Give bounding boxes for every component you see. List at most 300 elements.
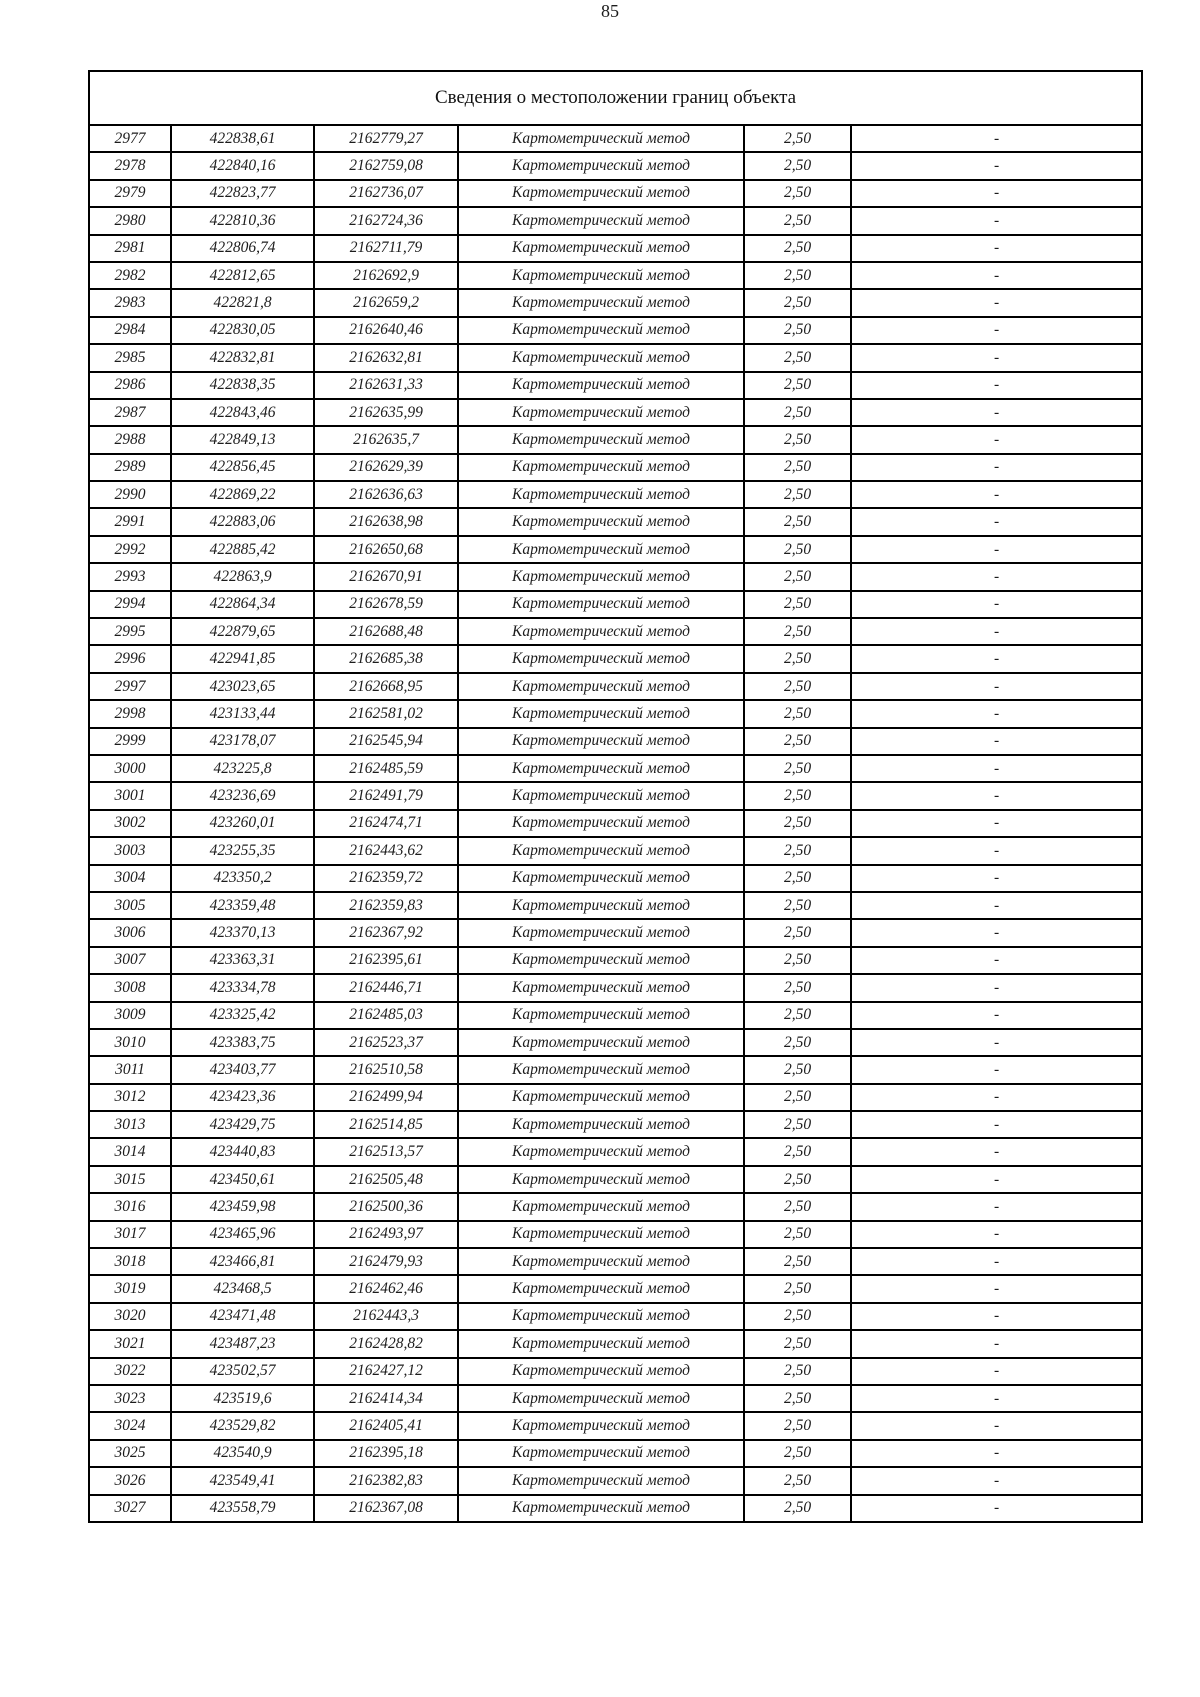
coord-x-cell: 422864,34 (171, 591, 314, 618)
point-number-cell: 3009 (89, 1002, 171, 1029)
note-cell: - (851, 892, 1142, 919)
point-number-cell: 3003 (89, 837, 171, 864)
method-cell: Картометрический метод (458, 454, 744, 481)
point-number-cell: 3013 (89, 1111, 171, 1138)
point-number-cell: 3023 (89, 1385, 171, 1412)
point-number-cell: 3016 (89, 1193, 171, 1220)
method-cell: Картометрический метод (458, 1275, 744, 1302)
coord-y-cell: 2162510,58 (314, 1056, 458, 1083)
note-cell: - (851, 1358, 1142, 1385)
point-number-cell: 2999 (89, 728, 171, 755)
method-cell: Картометрический метод (458, 426, 744, 453)
coord-y-cell: 2162635,7 (314, 426, 458, 453)
point-number-cell: 3002 (89, 810, 171, 837)
method-cell: Картометрический метод (458, 508, 744, 535)
method-cell: Картометрический метод (458, 1330, 744, 1357)
point-number-cell: 3020 (89, 1303, 171, 1330)
coord-x-cell: 423549,41 (171, 1467, 314, 1494)
coord-x-cell: 423529,82 (171, 1412, 314, 1439)
table-row (89, 1084, 1142, 1111)
method-cell: Картометрический метод (458, 1193, 744, 1220)
precision-cell: 2,50 (744, 700, 851, 727)
coord-x-cell: 422838,35 (171, 372, 314, 399)
method-cell: Картометрический метод (458, 974, 744, 1001)
coord-y-cell: 2162485,59 (314, 755, 458, 782)
note-cell: - (851, 810, 1142, 837)
point-number-cell: 3001 (89, 782, 171, 809)
coord-x-cell: 422832,81 (171, 344, 314, 371)
note-cell: - (851, 1495, 1142, 1522)
method-cell: Картометрический метод (458, 782, 744, 809)
point-number-cell: 2997 (89, 673, 171, 700)
method-cell: Картометрический метод (458, 837, 744, 864)
table-title-row (89, 71, 1142, 125)
coord-y-cell: 2162485,03 (314, 1002, 458, 1029)
table-row (89, 673, 1142, 700)
note-cell: - (851, 1248, 1142, 1275)
precision-cell: 2,50 (744, 508, 851, 535)
note-cell: - (851, 1275, 1142, 1302)
precision-cell: 2,50 (744, 481, 851, 508)
coord-x-cell: 423225,8 (171, 755, 314, 782)
point-number-cell: 3004 (89, 865, 171, 892)
table-row (89, 1193, 1142, 1220)
coord-y-cell: 2162638,98 (314, 508, 458, 535)
point-number-cell: 3021 (89, 1330, 171, 1357)
table-row (89, 1467, 1142, 1494)
table-row (89, 125, 1142, 152)
point-number-cell: 2986 (89, 372, 171, 399)
coord-y-cell: 2162505,48 (314, 1166, 458, 1193)
precision-cell: 2,50 (744, 974, 851, 1001)
precision-cell: 2,50 (744, 1495, 851, 1522)
note-cell: - (851, 317, 1142, 344)
note-cell: - (851, 1467, 1142, 1494)
precision-cell: 2,50 (744, 1330, 851, 1357)
method-cell: Картометрический метод (458, 892, 744, 919)
note-cell: - (851, 919, 1142, 946)
coord-y-cell: 2162629,39 (314, 454, 458, 481)
coord-y-cell: 2162443,62 (314, 837, 458, 864)
coord-y-cell: 2162446,71 (314, 974, 458, 1001)
note-cell: - (851, 180, 1142, 207)
precision-cell: 2,50 (744, 865, 851, 892)
table-row (89, 1358, 1142, 1385)
method-cell: Картометрический метод (458, 262, 744, 289)
coord-y-cell: 2162779,27 (314, 125, 458, 152)
note-cell: - (851, 755, 1142, 782)
point-number-cell: 2979 (89, 180, 171, 207)
coord-x-cell: 422863,9 (171, 563, 314, 590)
coord-y-cell: 2162736,07 (314, 180, 458, 207)
precision-cell: 2,50 (744, 1303, 851, 1330)
point-number-cell: 2996 (89, 645, 171, 672)
coord-y-cell: 2162659,2 (314, 289, 458, 316)
method-cell: Картометрический метод (458, 152, 744, 179)
method-cell: Картометрический метод (458, 1221, 744, 1248)
coord-x-cell: 423519,6 (171, 1385, 314, 1412)
method-cell: Картометрический метод (458, 1029, 744, 1056)
precision-cell: 2,50 (744, 755, 851, 782)
coord-x-cell: 423502,57 (171, 1358, 314, 1385)
precision-cell: 2,50 (744, 673, 851, 700)
note-cell: - (851, 344, 1142, 371)
method-cell: Картометрический метод (458, 372, 744, 399)
method-cell: Картометрический метод (458, 180, 744, 207)
coord-y-cell: 2162500,36 (314, 1193, 458, 1220)
coord-x-cell: 423558,79 (171, 1495, 314, 1522)
coord-x-cell: 423403,77 (171, 1056, 314, 1083)
table-row (89, 1166, 1142, 1193)
point-number-cell: 3027 (89, 1495, 171, 1522)
table-row (89, 1029, 1142, 1056)
table-row (89, 618, 1142, 645)
coord-y-cell: 2162395,61 (314, 947, 458, 974)
coord-x-cell: 422810,36 (171, 207, 314, 234)
coord-x-cell: 423487,23 (171, 1330, 314, 1357)
method-cell: Картометрический метод (458, 481, 744, 508)
note-cell: - (851, 700, 1142, 727)
precision-cell: 2,50 (744, 1275, 851, 1302)
coord-x-cell: 423466,81 (171, 1248, 314, 1275)
note-cell: - (851, 454, 1142, 481)
precision-cell: 2,50 (744, 618, 851, 645)
note-cell: - (851, 1056, 1142, 1083)
precision-cell: 2,50 (744, 454, 851, 481)
method-cell: Картометрический метод (458, 947, 744, 974)
table-row (89, 810, 1142, 837)
coord-y-cell: 2162545,94 (314, 728, 458, 755)
precision-cell: 2,50 (744, 1248, 851, 1275)
precision-cell: 2,50 (744, 1440, 851, 1467)
coord-x-cell: 423359,48 (171, 892, 314, 919)
table-row (89, 1330, 1142, 1357)
coord-x-cell: 423236,69 (171, 782, 314, 809)
note-cell: - (851, 591, 1142, 618)
point-number-cell: 2993 (89, 563, 171, 590)
method-cell: Картометрический метод (458, 563, 744, 590)
point-number-cell: 3008 (89, 974, 171, 1001)
coord-y-cell: 2162581,02 (314, 700, 458, 727)
coord-x-cell: 422941,85 (171, 645, 314, 672)
point-number-cell: 3014 (89, 1138, 171, 1165)
coord-x-cell: 423459,98 (171, 1193, 314, 1220)
precision-cell: 2,50 (744, 1084, 851, 1111)
point-number-cell: 2992 (89, 536, 171, 563)
coord-y-cell: 2162499,94 (314, 1084, 458, 1111)
coord-y-cell: 2162636,63 (314, 481, 458, 508)
coord-y-cell: 2162405,41 (314, 1412, 458, 1439)
coord-x-cell: 422879,65 (171, 618, 314, 645)
method-cell: Картометрический метод (458, 1138, 744, 1165)
coord-y-cell: 2162462,46 (314, 1275, 458, 1302)
table-row (89, 289, 1142, 316)
table-row (89, 1385, 1142, 1412)
coord-x-cell: 423023,65 (171, 673, 314, 700)
coord-x-cell: 422823,77 (171, 180, 314, 207)
table-row (89, 481, 1142, 508)
coord-y-cell: 2162688,48 (314, 618, 458, 645)
precision-cell: 2,50 (744, 837, 851, 864)
coord-y-cell: 2162678,59 (314, 591, 458, 618)
precision-cell: 2,50 (744, 235, 851, 262)
table-row (89, 591, 1142, 618)
precision-cell: 2,50 (744, 1412, 851, 1439)
coord-y-cell: 2162692,9 (314, 262, 458, 289)
point-number-cell: 2983 (89, 289, 171, 316)
coord-y-cell: 2162635,99 (314, 399, 458, 426)
point-number-cell: 2977 (89, 125, 171, 152)
note-cell: - (851, 782, 1142, 809)
point-number-cell: 3010 (89, 1029, 171, 1056)
table-row (89, 508, 1142, 535)
note-cell: - (851, 673, 1142, 700)
note-cell: - (851, 235, 1142, 262)
coord-x-cell: 422849,13 (171, 426, 314, 453)
method-cell: Картометрический метод (458, 399, 744, 426)
page-number: 85 (601, 1, 619, 21)
method-cell: Картометрический метод (458, 1303, 744, 1330)
method-cell: Картометрический метод (458, 1440, 744, 1467)
point-number-cell: 2995 (89, 618, 171, 645)
coord-y-cell: 2162640,46 (314, 317, 458, 344)
precision-cell: 2,50 (744, 728, 851, 755)
coord-x-cell: 422806,74 (171, 235, 314, 262)
coord-x-cell: 423440,83 (171, 1138, 314, 1165)
note-cell: - (851, 1029, 1142, 1056)
method-cell: Картометрический метод (458, 700, 744, 727)
table-row (89, 207, 1142, 234)
coord-x-cell: 422812,65 (171, 262, 314, 289)
precision-cell: 2,50 (744, 1385, 851, 1412)
point-number-cell: 2981 (89, 235, 171, 262)
table-row (89, 235, 1142, 262)
point-number-cell: 3012 (89, 1084, 171, 1111)
table-row (89, 728, 1142, 755)
table-row (89, 892, 1142, 919)
point-number-cell: 2988 (89, 426, 171, 453)
coord-y-cell: 2162685,38 (314, 645, 458, 672)
precision-cell: 2,50 (744, 1166, 851, 1193)
coord-x-cell: 423429,75 (171, 1111, 314, 1138)
coord-x-cell: 422883,06 (171, 508, 314, 535)
note-cell: - (851, 262, 1142, 289)
point-number-cell: 3017 (89, 1221, 171, 1248)
coord-x-cell: 423255,35 (171, 837, 314, 864)
coord-x-cell: 423471,48 (171, 1303, 314, 1330)
precision-cell: 2,50 (744, 892, 851, 919)
coord-y-cell: 2162711,79 (314, 235, 458, 262)
precision-cell: 2,50 (744, 317, 851, 344)
method-cell: Картометрический метод (458, 728, 744, 755)
coord-y-cell: 2162367,92 (314, 919, 458, 946)
table-row (89, 1495, 1142, 1522)
point-number-cell: 3022 (89, 1358, 171, 1385)
precision-cell: 2,50 (744, 645, 851, 672)
precision-cell: 2,50 (744, 1467, 851, 1494)
note-cell: - (851, 426, 1142, 453)
table-row (89, 317, 1142, 344)
coord-y-cell: 2162427,12 (314, 1358, 458, 1385)
note-cell: - (851, 1440, 1142, 1467)
coord-y-cell: 2162382,83 (314, 1467, 458, 1494)
point-number-cell: 2989 (89, 454, 171, 481)
coord-y-cell: 2162724,36 (314, 207, 458, 234)
note-cell: - (851, 125, 1142, 152)
point-number-cell: 2998 (89, 700, 171, 727)
note-cell: - (851, 1303, 1142, 1330)
note-cell: - (851, 1385, 1142, 1412)
precision-cell: 2,50 (744, 1221, 851, 1248)
method-cell: Картометрический метод (458, 235, 744, 262)
point-number-cell: 2978 (89, 152, 171, 179)
note-cell: - (851, 1138, 1142, 1165)
precision-cell: 2,50 (744, 591, 851, 618)
point-number-cell: 3000 (89, 755, 171, 782)
precision-cell: 2,50 (744, 1002, 851, 1029)
coord-y-cell: 2162359,83 (314, 892, 458, 919)
point-number-cell: 3011 (89, 1056, 171, 1083)
method-cell: Картометрический метод (458, 1002, 744, 1029)
method-cell: Картометрический метод (458, 1495, 744, 1522)
point-number-cell: 2990 (89, 481, 171, 508)
precision-cell: 2,50 (744, 207, 851, 234)
method-cell: Картометрический метод (458, 207, 744, 234)
coord-x-cell: 423465,96 (171, 1221, 314, 1248)
note-cell: - (851, 865, 1142, 892)
table-row (89, 700, 1142, 727)
note-cell: - (851, 618, 1142, 645)
table-row (89, 1138, 1142, 1165)
method-cell: Картометрический метод (458, 1358, 744, 1385)
coord-x-cell: 423133,44 (171, 700, 314, 727)
coord-y-cell: 2162367,08 (314, 1495, 458, 1522)
coord-y-cell: 2162670,91 (314, 563, 458, 590)
table-row (89, 563, 1142, 590)
coord-x-cell: 423450,61 (171, 1166, 314, 1193)
table-row (89, 180, 1142, 207)
table-row (89, 865, 1142, 892)
precision-cell: 2,50 (744, 152, 851, 179)
precision-cell: 2,50 (744, 426, 851, 453)
precision-cell: 2,50 (744, 125, 851, 152)
method-cell: Картометрический метод (458, 1111, 744, 1138)
coord-x-cell: 423350,2 (171, 865, 314, 892)
method-cell: Картометрический метод (458, 1467, 744, 1494)
precision-cell: 2,50 (744, 1111, 851, 1138)
precision-cell: 2,50 (744, 1358, 851, 1385)
method-cell: Картометрический метод (458, 865, 744, 892)
method-cell: Картометрический метод (458, 810, 744, 837)
coord-x-cell: 423423,36 (171, 1084, 314, 1111)
method-cell: Картометрический метод (458, 536, 744, 563)
coord-x-cell: 423260,01 (171, 810, 314, 837)
coord-y-cell: 2162493,97 (314, 1221, 458, 1248)
coord-x-cell: 423383,75 (171, 1029, 314, 1056)
method-cell: Картометрический метод (458, 1412, 744, 1439)
method-cell: Картометрический метод (458, 125, 744, 152)
table-row (89, 1440, 1142, 1467)
note-cell: - (851, 1166, 1142, 1193)
precision-cell: 2,50 (744, 262, 851, 289)
table-row (89, 1221, 1142, 1248)
precision-cell: 2,50 (744, 536, 851, 563)
point-number-cell: 3007 (89, 947, 171, 974)
precision-cell: 2,50 (744, 1138, 851, 1165)
table-row (89, 1056, 1142, 1083)
coord-y-cell: 2162631,33 (314, 372, 458, 399)
precision-cell: 2,50 (744, 372, 851, 399)
table-row (89, 645, 1142, 672)
coord-x-cell: 422869,22 (171, 481, 314, 508)
note-cell: - (851, 399, 1142, 426)
method-cell: Картометрический метод (458, 673, 744, 700)
point-number-cell: 2980 (89, 207, 171, 234)
point-number-cell: 2985 (89, 344, 171, 371)
note-cell: - (851, 1330, 1142, 1357)
coord-y-cell: 2162513,57 (314, 1138, 458, 1165)
method-cell: Картометрический метод (458, 289, 744, 316)
table-row (89, 974, 1142, 1001)
table-row (89, 1002, 1142, 1029)
method-cell: Картометрический метод (458, 645, 744, 672)
coord-x-cell: 423370,13 (171, 919, 314, 946)
table-body (89, 71, 1142, 1522)
point-number-cell: 3024 (89, 1412, 171, 1439)
coord-x-cell: 423468,5 (171, 1275, 314, 1302)
precision-cell: 2,50 (744, 289, 851, 316)
note-cell: - (851, 563, 1142, 590)
precision-cell: 2,50 (744, 180, 851, 207)
note-cell: - (851, 1084, 1142, 1111)
method-cell: Картометрический метод (458, 1166, 744, 1193)
coord-y-cell: 2162650,68 (314, 536, 458, 563)
coord-y-cell: 2162443,3 (314, 1303, 458, 1330)
coord-x-cell: 422840,16 (171, 152, 314, 179)
boundary-coordinates-table (88, 70, 1143, 1523)
coord-y-cell: 2162523,37 (314, 1029, 458, 1056)
method-cell: Картометрический метод (458, 344, 744, 371)
note-cell: - (851, 974, 1142, 1001)
coord-x-cell: 422856,45 (171, 454, 314, 481)
precision-cell: 2,50 (744, 810, 851, 837)
table-row (89, 837, 1142, 864)
coord-x-cell: 422838,61 (171, 125, 314, 152)
precision-cell: 2,50 (744, 919, 851, 946)
coord-y-cell: 2162759,08 (314, 152, 458, 179)
note-cell: - (851, 1193, 1142, 1220)
table-row (89, 1248, 1142, 1275)
coord-x-cell: 423363,31 (171, 947, 314, 974)
note-cell: - (851, 481, 1142, 508)
coord-x-cell: 423540,9 (171, 1440, 314, 1467)
note-cell: - (851, 1412, 1142, 1439)
coord-y-cell: 2162632,81 (314, 344, 458, 371)
point-number-cell: 2994 (89, 591, 171, 618)
note-cell: - (851, 1002, 1142, 1029)
method-cell: Картометрический метод (458, 1248, 744, 1275)
table-row (89, 947, 1142, 974)
coord-y-cell: 2162491,79 (314, 782, 458, 809)
note-cell: - (851, 1221, 1142, 1248)
note-cell: - (851, 372, 1142, 399)
coord-y-cell: 2162414,34 (314, 1385, 458, 1412)
method-cell: Картометрический метод (458, 591, 744, 618)
coord-y-cell: 2162359,72 (314, 865, 458, 892)
note-cell: - (851, 536, 1142, 563)
table-row (89, 1275, 1142, 1302)
table-row (89, 536, 1142, 563)
